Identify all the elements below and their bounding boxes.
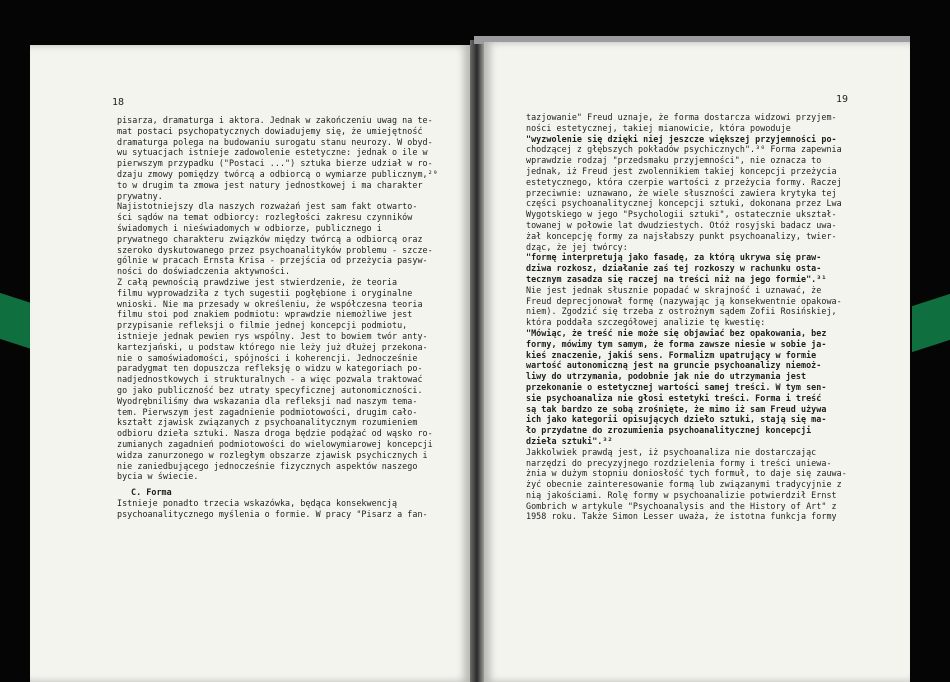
text-line: mat postaci psychopatycznych dowiadujemy się, że umiejętność (117, 125, 423, 136)
right-page-number: 19 (836, 94, 849, 105)
text-line: dzaju zmowy pomiędzy twórcą a odbiorcą o wymiarze publicznym,²⁹ (117, 168, 438, 179)
text-line: gólnie w pracach Ernsta Krisa - przejścia od przeżycia pasyw- (117, 255, 428, 266)
text-line: Istnieje ponadto trzecia wskazówka, będąca konsekwencją (117, 497, 398, 508)
text-line: pisarza, dramaturga i aktora. Jednak w zakończeniu uwag na te- (117, 115, 433, 125)
text-line: żnia w dużym stopniu doniosłość tych formuł, to daje się zauwa- (526, 468, 847, 479)
text-line: ich jako kategorii opisujących dzieło sztuki, stają się ma- (526, 414, 827, 425)
text-line: nie o samoświadomości, spójności i koherencji. Jednocześnie (117, 352, 418, 363)
book-spine (470, 40, 484, 682)
text-line: są tak bardzo ze sobą zrośnięte, że mimo iż sam Freud używa (526, 403, 827, 414)
text-line: "Mówiąc, że treść nie może się objawiać bez opakowania, bez (526, 327, 827, 338)
right-page-text (526, 112, 856, 522)
text-line: Wyodrębniliśmy dwa wskazania dla refleksji nad naszym tema- (117, 395, 418, 406)
text-line: która poddała szczegółowej analizie tę kwestię: (526, 317, 766, 328)
text-line: "formę interpretują jako fasadę, za którą ukrywa się praw- (526, 252, 822, 263)
text-line: nie zaniedbującego jednocześnie fizycznych aspektów naszego (117, 460, 418, 471)
text-line: nią jakościami. Rolę formy w psychoanalizie potwierdził Ernst (526, 489, 837, 500)
text-line: ności do doświadczenia aktywności. (117, 266, 291, 277)
text-line: 1958 roku. Także Simon Lesser uważa, że istotna funkcja formy (526, 511, 837, 522)
text-line: nadjednostkowych i strukturalnych - a więc pozwala traktować (117, 374, 423, 385)
text-line: paradygmat ten dopuszcza refleksję o widzu w kategoriach po- (117, 363, 423, 374)
text-line: żyć obecnie zainteresowanie formą lub związanymi tradycyjnie z (526, 479, 842, 490)
text-line: estetycznego, która czerpie wartości z przeżycia formy. Raczej (526, 176, 842, 187)
green-background-stripe-right (912, 294, 950, 352)
text-line: formy, mówimy tym samym, że forma zawsze niesie w sobie ja- (526, 338, 827, 349)
text-line: liwy do utrzymania, podobnie jak nie do utrzymania jest (526, 371, 807, 382)
text-line: części psychoanalitycznej koncepcji sztuki, dokonana przez Lwa (526, 198, 842, 209)
text-line: odbioru dzieła sztuki. Nasza droga będzie podążać od wąsko ro- (117, 428, 433, 439)
right-page (484, 42, 910, 682)
text-line: C. Forma (131, 487, 172, 498)
text-line: go jako publiczność bez utraty specyficznej autonomiczności. (117, 384, 423, 395)
left-page-text (117, 115, 442, 519)
left-page (30, 45, 470, 682)
text-line: ności estetycznej, takiej mianowicie, która powoduje (526, 122, 791, 133)
text-line: tecznym zasadza się raczej na treści niż na jego formie".³¹ (526, 273, 827, 284)
text-line: przypisanie refleksji o filmie jednej koncepcji podmiotu, (117, 320, 408, 331)
text-line: Jakkolwiek prawdą jest, iż psychoanaliza nie dostarczając (526, 446, 817, 457)
text-line: wu sytuacjach istnieje zadowolenie estetyczne: jednak o ile w (117, 147, 428, 158)
text-line: wartość autonomiczną jest na gruncie psychoanalizy niemoż- (526, 360, 822, 371)
text-line: Z całą pewnością prawdziwe jest stwierdzenie, że teoria (117, 276, 398, 287)
text-line: bycia w świecie. (117, 471, 199, 482)
text-line: dramaturga polega na budowaniu surogatu stanu neurozy. W obyd- (117, 136, 433, 147)
text-line: sie psychoanaliza nie głosi estetyki treści. Forma i treść (526, 392, 822, 403)
text-line: tazjowanie" Freud uznaje, że forma dostarcza widzowi przyjem- (526, 112, 837, 122)
text-line: wnioski. Nie ma przesady w określeniu, że współczesna teoria (117, 298, 423, 309)
text-line: filmu wyprowadziła z tych sugestii pogłębione i oryginalne (117, 287, 413, 298)
text-line: ło przydatne do zrozumienia psychoanalitycznej koncepcji (526, 425, 812, 436)
text-line: żał koncepcję formy za najsłabszy punkt psychoanalizy, twier- (526, 230, 837, 241)
text-line: filmu stoi pod znakiem podmiotu: wprawdzie niemożliwe jest (117, 309, 413, 320)
text-line: jednak, iż Freud jest zwolennikiem takiej koncepcji przeżycia (526, 165, 837, 176)
text-line: Najistotniejszy dla naszych rozważań jest sam fakt otwarto- (117, 201, 418, 212)
text-line: przeciwnie: uznawano, że wiele słuszności zawiera krytyka tej (526, 187, 837, 198)
text-line: towanej w połowie lat dwudziestych. Otóż rosyjski badacz uwa- (526, 219, 837, 230)
text-line: to w drugim ta zmowa jest natury jednostkowej i ma charakter (117, 179, 423, 190)
left-page-number: 18 (112, 97, 125, 108)
text-line: "wyzwolenie się dzięki niej jeszcze większej przyjemności po- (526, 133, 837, 144)
text-line: Gombrich w artykule "Psychoanalysis and the History of Art" z (526, 500, 837, 511)
text-line: prywatnego charakteru związków między twórcą a odbiorcą oraz (117, 233, 423, 244)
text-line: pierwszym przypadku ("Postaci ...") sztuka bierze udział w ro- (117, 158, 433, 169)
text-line: dziwa rozkosz, działanie zaś tej rozkoszy w rachunku osta- (526, 263, 822, 274)
text-line: Wygotskiego w jego "Psychologii sztuki", ostatecznie ukształ- (526, 209, 837, 220)
text-line: istnieje jednak pewien rys wspólny. Jest to bowiem twór anty- (117, 330, 428, 341)
text-line: ści sądów na temat odbiorcy: rozległości zakresu czynników (117, 212, 413, 223)
text-line: kieś znaczenie, jakiś sens. Formalizm upatrujący w formie (526, 349, 817, 360)
text-line: kartezjański, u podstaw którego nie leży już dłużej przekona- (117, 341, 428, 352)
text-line: przekonanie o estetycznej wartości samej treści. W tym sen- (526, 381, 827, 392)
text-line: szeroko dyskutowanego przez psychoanalityków problemu - szcze- (117, 244, 433, 255)
text-line: dzieła sztuki".³² (526, 435, 613, 446)
text-line: chodzącej z głębszych pokładów psychicznych".³⁰ Forma zapewnia (526, 144, 842, 155)
text-line: widza zanurzonego w rozległym obszarze zjawisk psychicznych i (117, 449, 428, 460)
text-line: niem). Zgodzić się trzeba z ostrożnym sądem Zofii Rosińskiej, (526, 306, 837, 317)
text-line: prywatny. (117, 190, 163, 201)
text-line: Freud deprecjonował formę (nazywając ją konsekwentnie opakowa- (526, 295, 842, 306)
text-line: psychoanalitycznego myślenia o formie. W pracy "Pisarz a fan- (117, 508, 428, 519)
text-line: narzędzi do precyzyjnego rozdzielenia formy i treści uniewa- (526, 457, 832, 468)
text-line: dząc, że jej twórcy: (526, 241, 628, 252)
text-line: Nie jest jednak słusznie popadać w skrajność i uznawać, że (526, 284, 822, 295)
text-line: zumianych zagadnień podmiotowości do wielowymiarowej koncepcji (117, 438, 433, 449)
text-line: wprawdzie rodzaj "przedsmaku przyjemności", nie oznacza to (526, 155, 822, 166)
text-line: tem. Pierwszym jest zagadnienie podmiotowości, drugim cało- (117, 406, 418, 417)
text-line: kształt zjawisk związanych z psychoanalitycznym rozumieniem (117, 417, 418, 428)
text-line: świadomych i nieświadomych w odbiorze, publicznego i (117, 222, 382, 233)
